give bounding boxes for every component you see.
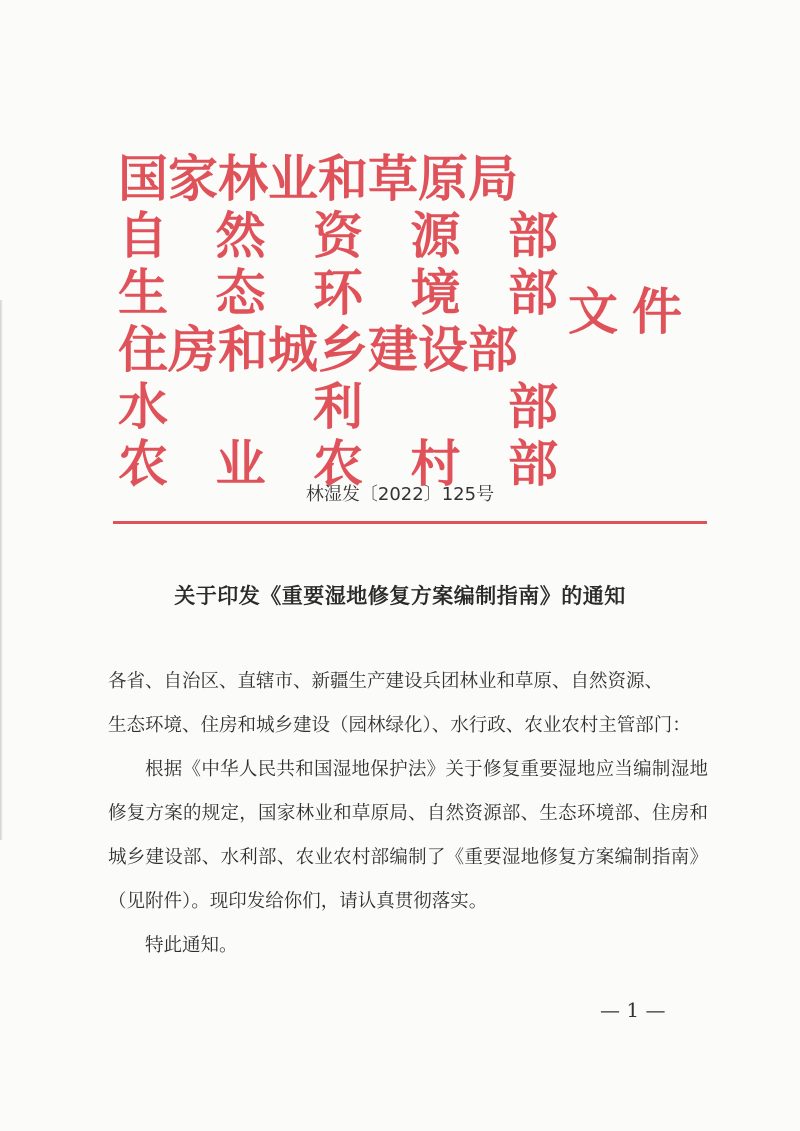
issuer-char: 村 bbox=[410, 434, 461, 493]
issuer-char: 部 bbox=[508, 434, 558, 493]
issuer-char: 农 bbox=[313, 434, 363, 493]
issuer-line-2 bbox=[118, 264, 558, 321]
page-number: — 1 — bbox=[600, 998, 666, 1022]
document-number: 林湿发〔2022〕125号 bbox=[305, 484, 495, 505]
issuer-char: 态 bbox=[215, 263, 266, 322]
issuer-text: 国家林业和草原局 bbox=[118, 149, 518, 208]
addressee-line-2: 生态环境、住房和城乡建设（园林绿化）、水行政、农业农村主管部门： bbox=[108, 715, 691, 736]
issuer-line-0 bbox=[118, 150, 558, 207]
issuer-char: 生 bbox=[118, 263, 168, 322]
issuer-line-3 bbox=[118, 321, 558, 378]
issuer-char: 部 bbox=[508, 377, 558, 436]
document-title: 关于印发《重要湿地修复方案编制指南》的通知 bbox=[174, 583, 626, 608]
issuer-text: 住房和城乡建设部 bbox=[118, 320, 518, 379]
issuer-line-4 bbox=[118, 378, 558, 435]
issuer-char: 农 bbox=[118, 434, 168, 493]
issuer-char: 部 bbox=[508, 263, 558, 322]
addressee-line-1: 各省、自治区、直辖市、新疆生产建设兵团林业和草原、自然资源、 bbox=[108, 671, 664, 692]
document-body bbox=[108, 660, 708, 968]
scan-edge bbox=[0, 300, 3, 840]
issuer-char: 然 bbox=[215, 206, 266, 265]
issuer-char: 业 bbox=[215, 434, 266, 493]
issuer-char: 境 bbox=[410, 263, 461, 322]
closing-line: 特此通知。 bbox=[145, 935, 238, 956]
red-divider bbox=[113, 521, 707, 524]
issuer-char: 水 bbox=[118, 377, 168, 436]
document-label: 文件 bbox=[568, 282, 696, 341]
issuing-authorities bbox=[118, 150, 558, 492]
issuer-char: 自 bbox=[118, 206, 168, 265]
issuer-char: 利 bbox=[313, 377, 363, 436]
issuer-line-1 bbox=[118, 207, 558, 264]
issuer-char: 部 bbox=[508, 206, 558, 265]
body-paragraph: 根据《中华人民共和国湿地保护法》关于修复重要湿地应当编制湿地修复方案的规定，国家林业和草原局、自然资源部、生态环境部、住房和城乡建设部、水利部、农业农村部编制了《重要湿地修复方案编制指南》（见附件）。现印发给你们，请认真贯彻落实。 bbox=[108, 759, 708, 912]
issuer-char: 源 bbox=[410, 206, 461, 265]
issuer-char: 环 bbox=[313, 263, 363, 322]
issuer-char: 资 bbox=[313, 206, 363, 265]
